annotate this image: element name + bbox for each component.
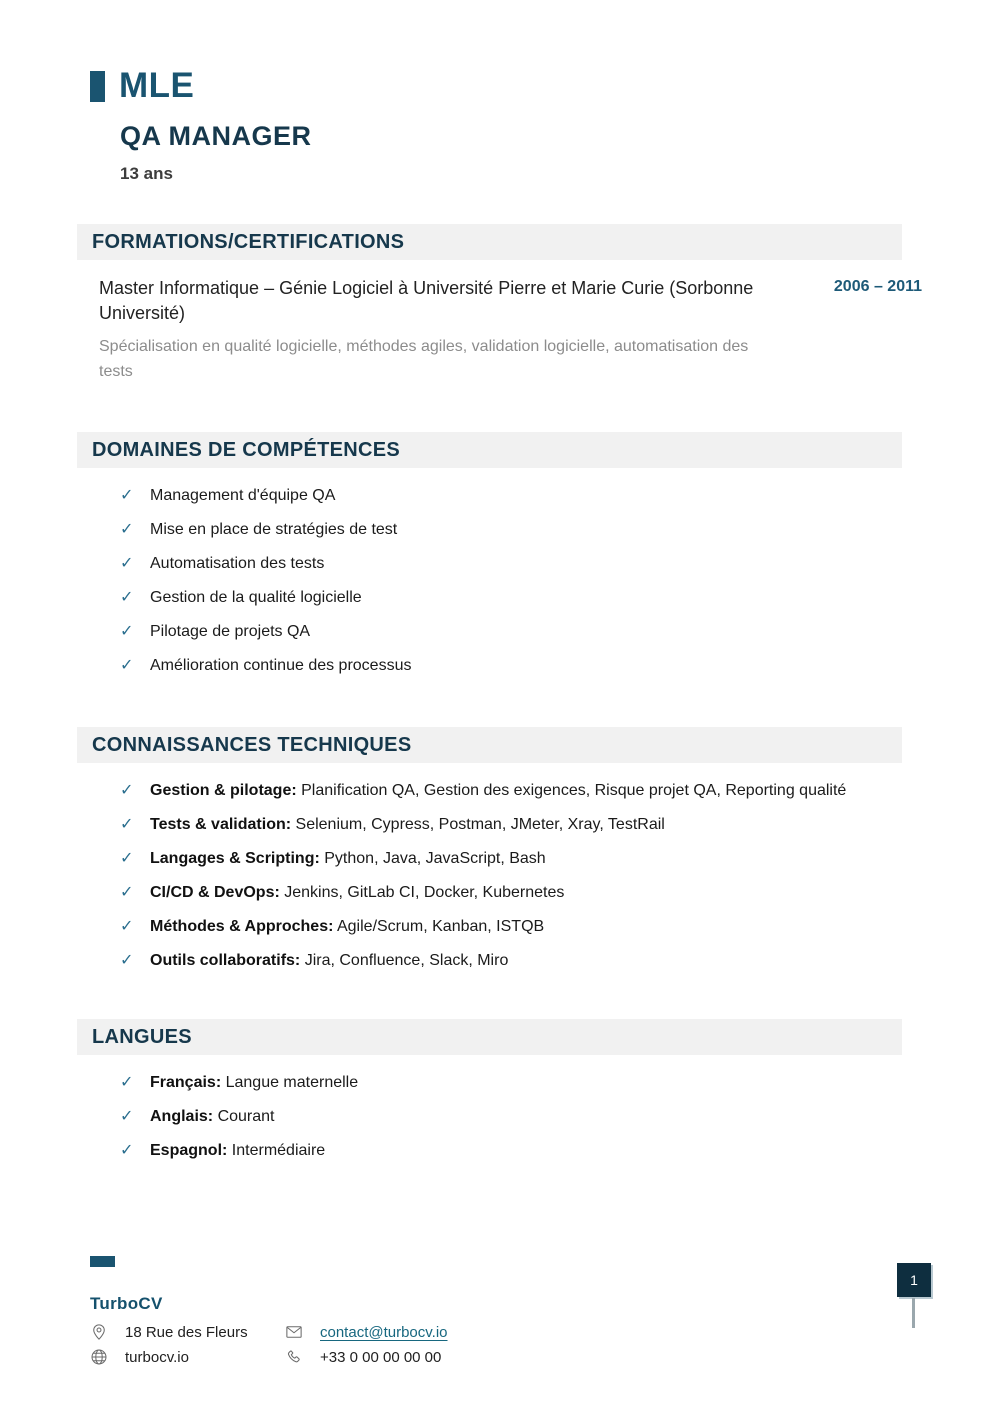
website-text: turbocv.io <box>125 1348 189 1366</box>
check-icon: ✓ <box>120 816 134 833</box>
skill-value: Planification QA, Gestion des exigences, Risque projet QA, Reporting qualité <box>301 782 847 799</box>
list-item <box>77 846 902 871</box>
job-title: QA MANAGER <box>120 121 312 151</box>
education-entry-description: Spécialisation en qualité logicielle, méthodes agiles, validation logicielle, automatisation des tests <box>99 338 749 380</box>
contact-website <box>90 1348 285 1366</box>
page-number-badge: 1 <box>897 1263 931 1297</box>
list-item <box>77 551 902 576</box>
list-item <box>77 517 902 542</box>
globe-icon <box>90 1348 108 1366</box>
section-title: LANGUES <box>92 1025 192 1048</box>
education-entry <box>77 276 922 326</box>
list-item <box>77 1138 902 1163</box>
section-header-domaines <box>77 432 902 468</box>
skill-value: Jenkins, GitLab CI, Docker, Kubernetes <box>284 884 565 901</box>
contact-grid <box>90 1323 448 1366</box>
section-title: FORMATIONS/CERTIFICATIONS <box>92 230 405 253</box>
brand-name: TurboCV <box>90 1294 163 1313</box>
language-label: Français: <box>150 1074 222 1091</box>
check-icon: ✓ <box>120 884 134 901</box>
section-title: DOMAINES DE COMPÉTENCES <box>92 438 401 461</box>
domaines-list <box>77 483 902 678</box>
skill-label: Tests & validation: <box>150 816 292 833</box>
section-header-langues <box>77 1019 902 1055</box>
skill-label: CI/CD & DevOps: <box>150 884 280 901</box>
check-icon: ✓ <box>120 850 134 867</box>
check-icon: ✓ <box>120 623 134 640</box>
list-item-text: Pilotage de projets QA <box>150 623 311 640</box>
list-item-text: Gestion de la qualité logicielle <box>150 589 362 606</box>
list-item <box>77 914 902 939</box>
section-title: CONNAISSANCES TECHNIQUES <box>92 733 412 756</box>
check-icon: ✓ <box>120 952 134 969</box>
langues-list <box>77 1070 902 1163</box>
email-link[interactable]: contact@turbocv.io <box>320 1323 448 1341</box>
section-connaissances <box>77 727 902 973</box>
skill-value: Selenium, Cypress, Postman, JMeter, Xray, TestRail <box>295 816 665 833</box>
education-entry-dates: 2006 – 2011 <box>833 278 922 295</box>
address-text: 18 Rue des Fleurs <box>125 1323 248 1341</box>
list-item-text: Automatisation des tests <box>150 555 325 572</box>
page-marker-line <box>912 1298 915 1328</box>
connaissances-list <box>77 778 902 973</box>
list-item <box>77 948 902 973</box>
list-item <box>77 778 902 803</box>
name-row <box>90 68 993 104</box>
list-item <box>77 880 902 905</box>
contact-phone <box>285 1348 441 1366</box>
check-icon: ✓ <box>120 521 134 538</box>
skill-value: Jira, Confluence, Slack, Miro <box>304 952 509 969</box>
list-item-text: Management d'équipe QA <box>150 487 336 504</box>
list-item <box>77 585 902 610</box>
list-item <box>77 653 902 678</box>
section-header-formations <box>77 224 902 260</box>
language-level: Intermédiaire <box>231 1142 326 1159</box>
contact-email <box>285 1323 448 1341</box>
phone-text: +33 0 00 00 00 00 <box>320 1348 442 1366</box>
check-icon: ✓ <box>120 918 134 935</box>
list-item-text: Amélioration continue des processus <box>150 657 412 674</box>
envelope-icon <box>285 1323 303 1341</box>
language-level: Langue maternelle <box>225 1074 359 1091</box>
contact-row <box>90 1348 448 1366</box>
skill-label: Outils collaboratifs: <box>150 952 301 969</box>
candidate-name: MLE <box>119 66 195 105</box>
check-icon: ✓ <box>120 657 134 674</box>
list-item <box>77 619 902 644</box>
accent-bar <box>90 71 105 102</box>
skill-label: Méthodes & Approches: <box>150 918 334 935</box>
check-icon: ✓ <box>120 1074 134 1091</box>
list-item <box>77 1104 902 1129</box>
section-langues <box>77 1019 902 1163</box>
skill-label: Gestion & pilotage: <box>150 782 297 799</box>
language-level: Courant <box>217 1108 275 1125</box>
list-item-text: Mise en place de stratégies de test <box>150 521 398 538</box>
footer-accent-bar <box>90 1256 115 1267</box>
experience-years: 13 ans <box>120 164 173 183</box>
list-item <box>77 812 902 837</box>
section-domaines <box>77 432 902 678</box>
skill-value: Agile/Scrum, Kanban, ISTQB <box>336 918 545 935</box>
check-icon: ✓ <box>120 1108 134 1125</box>
contact-address <box>90 1323 285 1341</box>
location-pin-icon <box>90 1323 108 1341</box>
language-label: Anglais: <box>150 1108 214 1125</box>
page-marker <box>897 1263 931 1297</box>
phone-icon <box>285 1348 303 1366</box>
check-icon: ✓ <box>120 782 134 799</box>
list-item <box>77 483 902 508</box>
section-formations <box>77 224 922 384</box>
check-icon: ✓ <box>120 1142 134 1159</box>
list-item <box>77 1070 902 1095</box>
section-header-connaissances <box>77 727 902 763</box>
skill-value: Python, Java, JavaScript, Bash <box>324 850 546 867</box>
language-label: Espagnol: <box>150 1142 228 1159</box>
footer <box>90 1256 448 1366</box>
check-icon: ✓ <box>120 589 134 606</box>
check-icon: ✓ <box>120 555 134 572</box>
contact-row <box>90 1323 448 1341</box>
check-icon: ✓ <box>120 487 134 504</box>
skill-label: Langages & Scripting: <box>150 850 320 867</box>
education-entry-title: Master Informatique – Génie Logiciel à Université Pierre et Marie Curie (Sorbonne Université) <box>99 278 754 323</box>
header <box>90 0 993 184</box>
content <box>77 224 922 1163</box>
